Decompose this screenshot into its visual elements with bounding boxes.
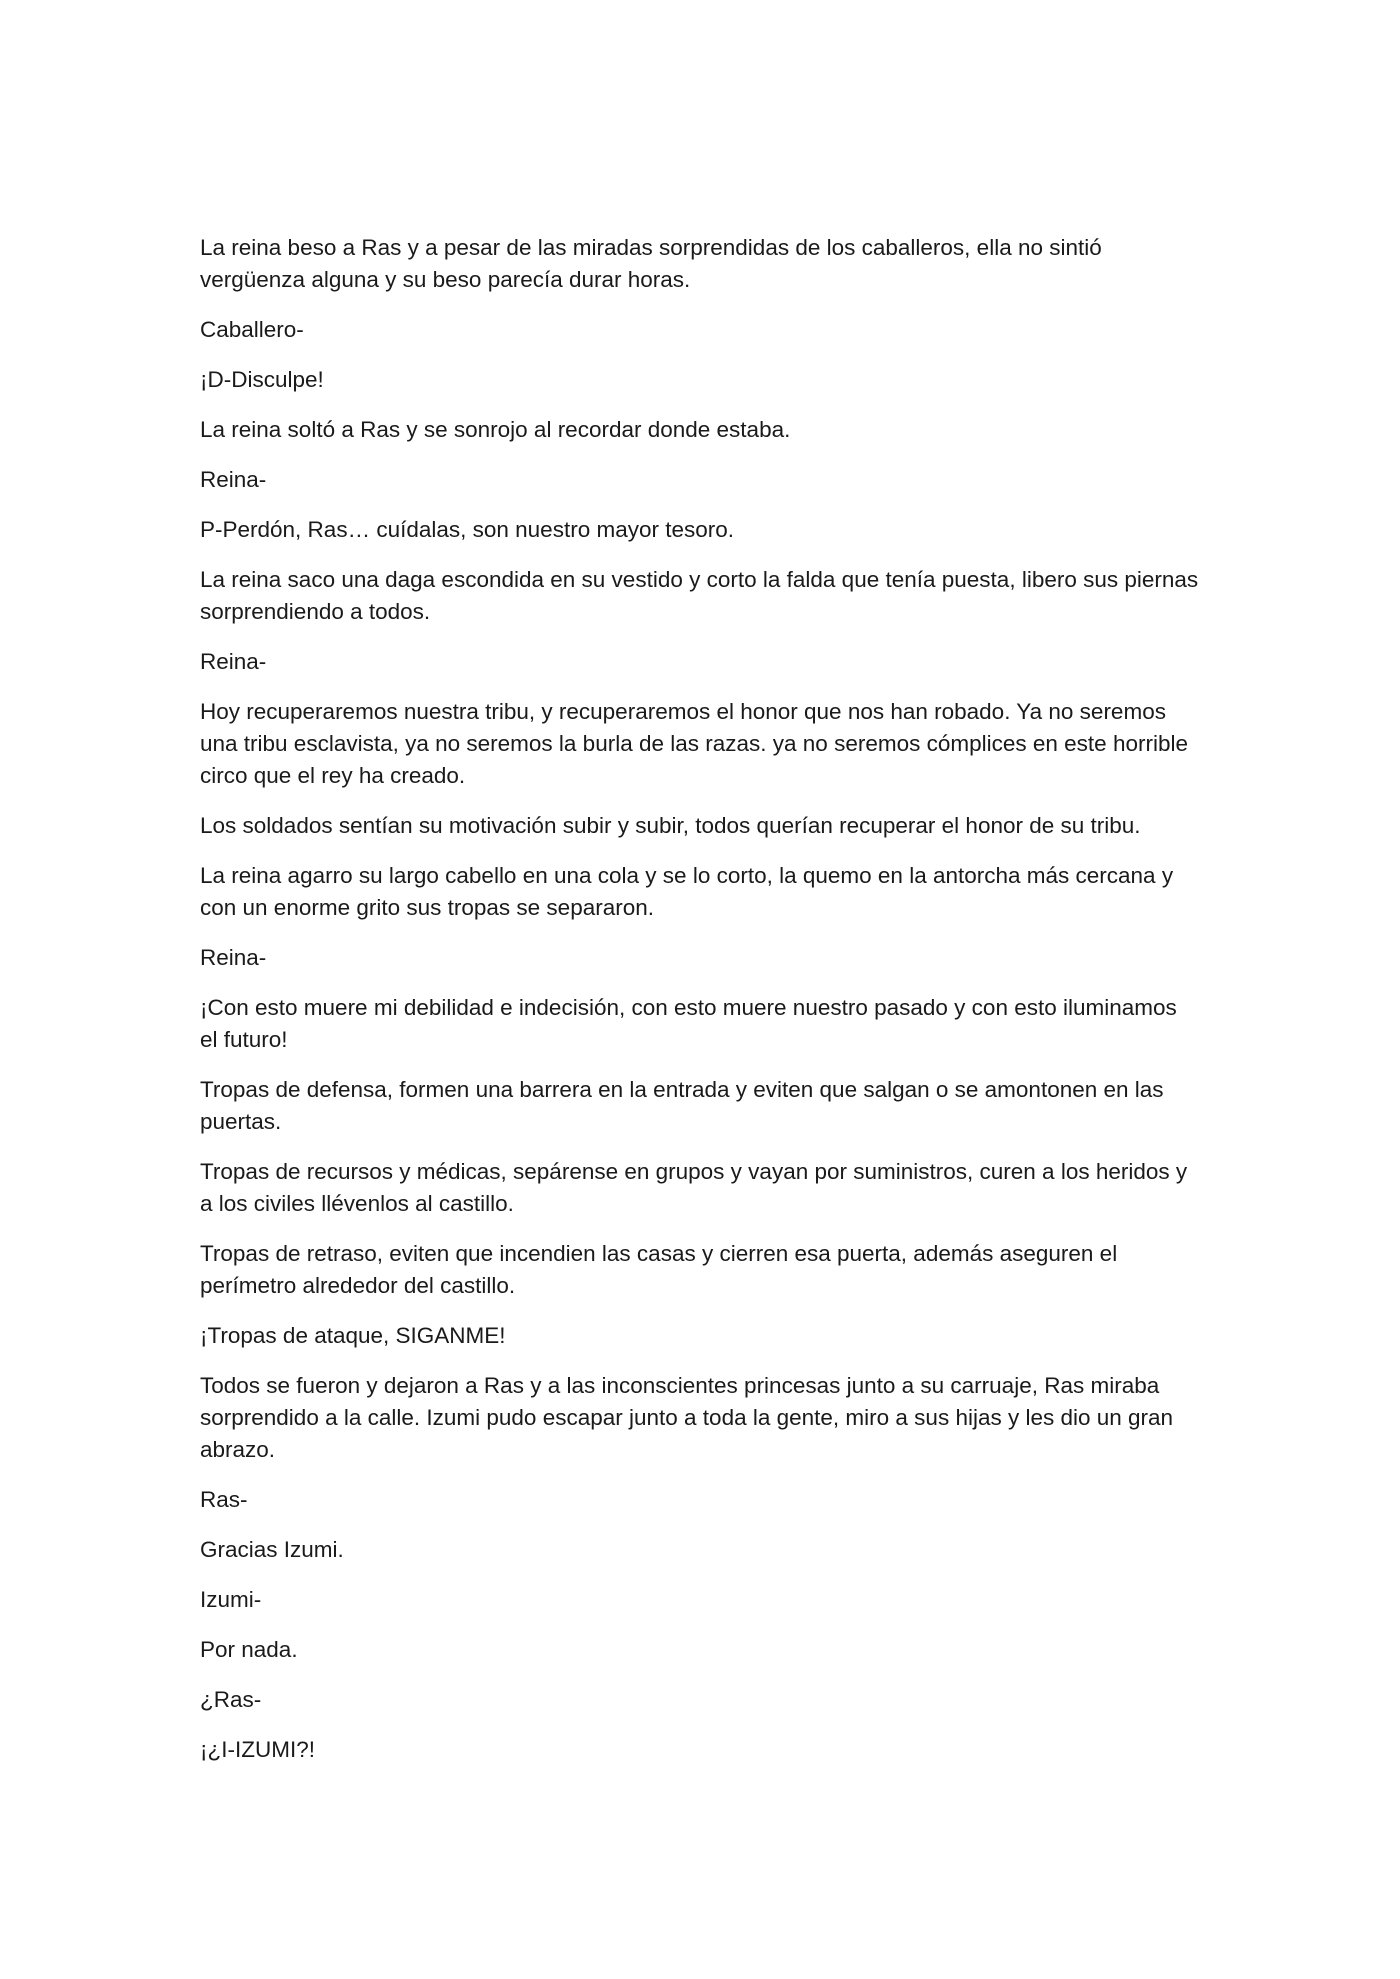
speaker-label: ¿Ras-	[200, 1687, 262, 1712]
paragraph: Todos se fueron y dejaron a Ras y a las inconscientes princesas junto a su carruaje, Ras miraba sorprendido a la calle. Izumi pudo escapar junto a toda la gente, miro a sus hijas y les dio un gran abrazo.	[200, 1373, 1174, 1462]
dialogue-line: Por nada.	[200, 1637, 298, 1662]
paragraph: La reina saco una daga escondida en su vestido y corto la falda que tenía puesta, libero sus piernas sorprendiendo a todos.	[200, 567, 1199, 624]
paragraph: Los soldados sentían su motivación subir y subir, todos querían recuperar el honor de su tribu.	[200, 813, 1141, 838]
dialogue-line: Tropas de recursos y médicas, sepárense en grupos y vayan por suministros, curen a los heridos y a los civiles llévenlos al castillo.	[200, 1159, 1188, 1216]
dialogue-line: ¡Con esto muere mi debilidad e indecisión, con esto muere nuestro pasado y con esto iluminamos el futuro!	[200, 995, 1177, 1052]
dialogue-line: Gracias Izumi.	[200, 1537, 344, 1562]
paragraph: La reina soltó a Ras y se sonrojo al recordar donde estaba.	[200, 417, 791, 442]
paragraph: La reina agarro su largo cabello en una cola y se lo corto, la quemo en la antorcha más cercana y con un enorme grito sus tropas se separaron.	[200, 863, 1174, 920]
speaker-label: Izumi-	[200, 1587, 262, 1612]
dialogue-line: ¡Tropas de ataque, SIGANME!	[200, 1323, 506, 1348]
dialogue-line: ¡¿I-IZUMI?!	[200, 1737, 315, 1762]
paragraph: La reina beso a Ras y a pesar de las miradas sorprendidas de los caballeros, ella no sintió vergüenza alguna y su beso parecía durar horas.	[200, 235, 1102, 292]
speaker-label: Ras-	[200, 1487, 248, 1512]
dialogue-line: ¡D-Disculpe!	[200, 367, 324, 392]
dialogue-line: P-Perdón, Ras… cuídalas, son nuestro mayor tesoro.	[200, 517, 735, 542]
dialogue-line: Hoy recuperaremos nuestra tribu, y recuperaremos el honor que nos han robado. Ya no seremos una tribu esclavista, ya no seremos la burla de las razas. ya no seremos cómplices en este horrible circo que el rey ha creado.	[200, 699, 1188, 788]
document-body	[200, 232, 1200, 1784]
speaker-label: Reina-	[200, 945, 267, 970]
speaker-label: Caballero-	[200, 317, 304, 342]
speaker-label: Reina-	[200, 467, 267, 492]
dialogue-line: Tropas de retraso, eviten que incendien las casas y cierren esa puerta, además aseguren el perímetro alrededor del castillo.	[200, 1241, 1118, 1298]
speaker-label: Reina-	[200, 649, 267, 674]
dialogue-line: Tropas de defensa, formen una barrera en la entrada y eviten que salgan o se amontonen en las puertas.	[200, 1077, 1164, 1134]
